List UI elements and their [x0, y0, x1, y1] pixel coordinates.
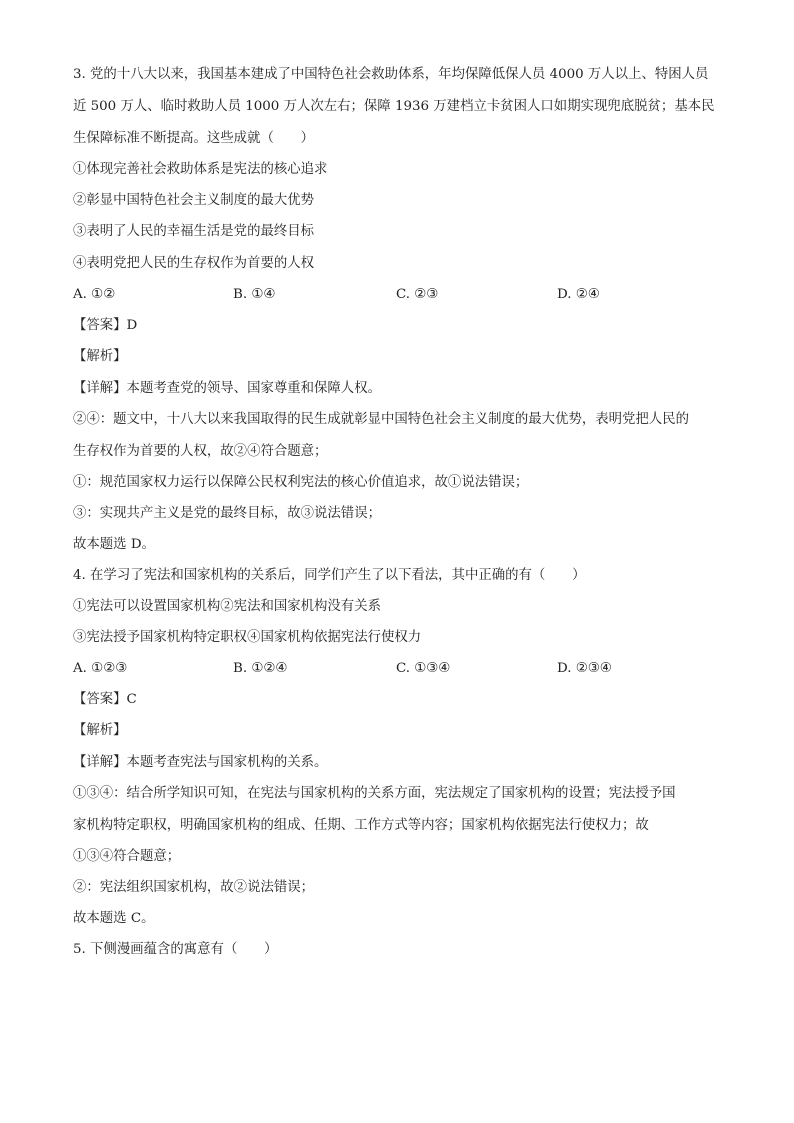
q4-detail-1: 【详解】本题考查宪法与国家机构的关系。 [73, 755, 328, 770]
q4-option-c: C. ①③④ [396, 661, 451, 676]
q4-analysis-label: 【解析】 [73, 723, 127, 738]
q4-answer: 【答案】C [73, 692, 137, 707]
q3-detail-3: 生存权作为首要的人权，故②④符合题意； [73, 444, 328, 459]
q3-detail-1: 【详解】本题考查党的领导、国家尊重和保障人权。 [73, 381, 381, 396]
q3-detail-4: ①：规范国家权力运行以保障公民权利宪法的核心价值追求，故①说法错误； [73, 475, 529, 490]
q3-statement-3: ③表明了人民的幸福生活是党的最终目标 [73, 224, 315, 239]
q3-option-a: A. ①② [73, 287, 116, 302]
q4-detail-3: 家机构特定职权，明确国家机构的组成、任期、工作方式等内容；国家机构依据宪法行使权力；故 [73, 818, 649, 833]
q4-statements-2: ③宪法授予国家机构特定职权④国家机构依据宪法行使权力 [73, 630, 422, 645]
q4-option-d: D. ②③④ [557, 661, 612, 676]
q5-stem: 5. 下侧漫画蕴含的寓意有（ ） [73, 942, 278, 957]
q3-stem-line-1: 3. 党的十八大以来，我国基本建成了中国特色社会救助体系，年均保障低保人员 4000 万人以上、特困人员 [73, 67, 709, 82]
q3-answer: 【答案】D [73, 318, 138, 333]
q4-option-a: A. ①②③ [73, 661, 128, 676]
q4-option-b: B. ①②④ [233, 661, 288, 676]
q3-detail-5: ③：实现共产主义是党的最终目标，故③说法错误； [73, 506, 381, 521]
q4-detail-6: 故本题选 C。 [73, 911, 155, 926]
q4-stem: 4. 在学习了宪法和国家机构的关系后，同学们产生了以下看法，其中正确的有（ ） [73, 568, 586, 583]
q3-detail-6: 故本题选 D。 [73, 537, 155, 552]
q3-analysis-label: 【解析】 [73, 349, 127, 364]
q3-options [73, 286, 733, 304]
q4-detail-4: ①③④符合题意； [73, 849, 181, 864]
q4-detail-5: ②：宪法组织国家机构，故②说法错误； [73, 880, 315, 895]
q3-stem-line-2: 近 500 万人、临时救助人员 1000 万人次左右；保障 1936 万建档立卡贫困人口如期实现兜底脱贫；基本民 [73, 99, 715, 114]
q3-option-b: B. ①④ [233, 287, 276, 302]
q3-statement-1: ①体现完善社会救助体系是宪法的核心追求 [73, 162, 328, 177]
q4-detail-2: ①③④：结合所学知识可知，在宪法与国家机构的关系方面，宪法规定了国家机构的设置；宪法授予国 [73, 786, 676, 801]
q3-option-c: C. ②③ [396, 287, 439, 302]
q3-statement-4: ④表明党把人民的生存权作为首要的人权 [73, 256, 315, 271]
q3-stem-line-3: 生保障标准不断提高。这些成就（ ） [73, 131, 315, 146]
q3-detail-2: ②④：题文中，十八大以来我国取得的民生成就彰显中国特色社会主义制度的最大优势，表明党把人民的 [73, 412, 689, 427]
q4-statements-1: ①宪法可以设置国家机构②宪法和国家机构没有关系 [73, 599, 381, 614]
q3-option-d: D. ②④ [557, 287, 600, 302]
q4-options [73, 660, 733, 678]
q3-statement-2: ②彰显中国特色社会主义制度的最大优势 [73, 193, 315, 208]
